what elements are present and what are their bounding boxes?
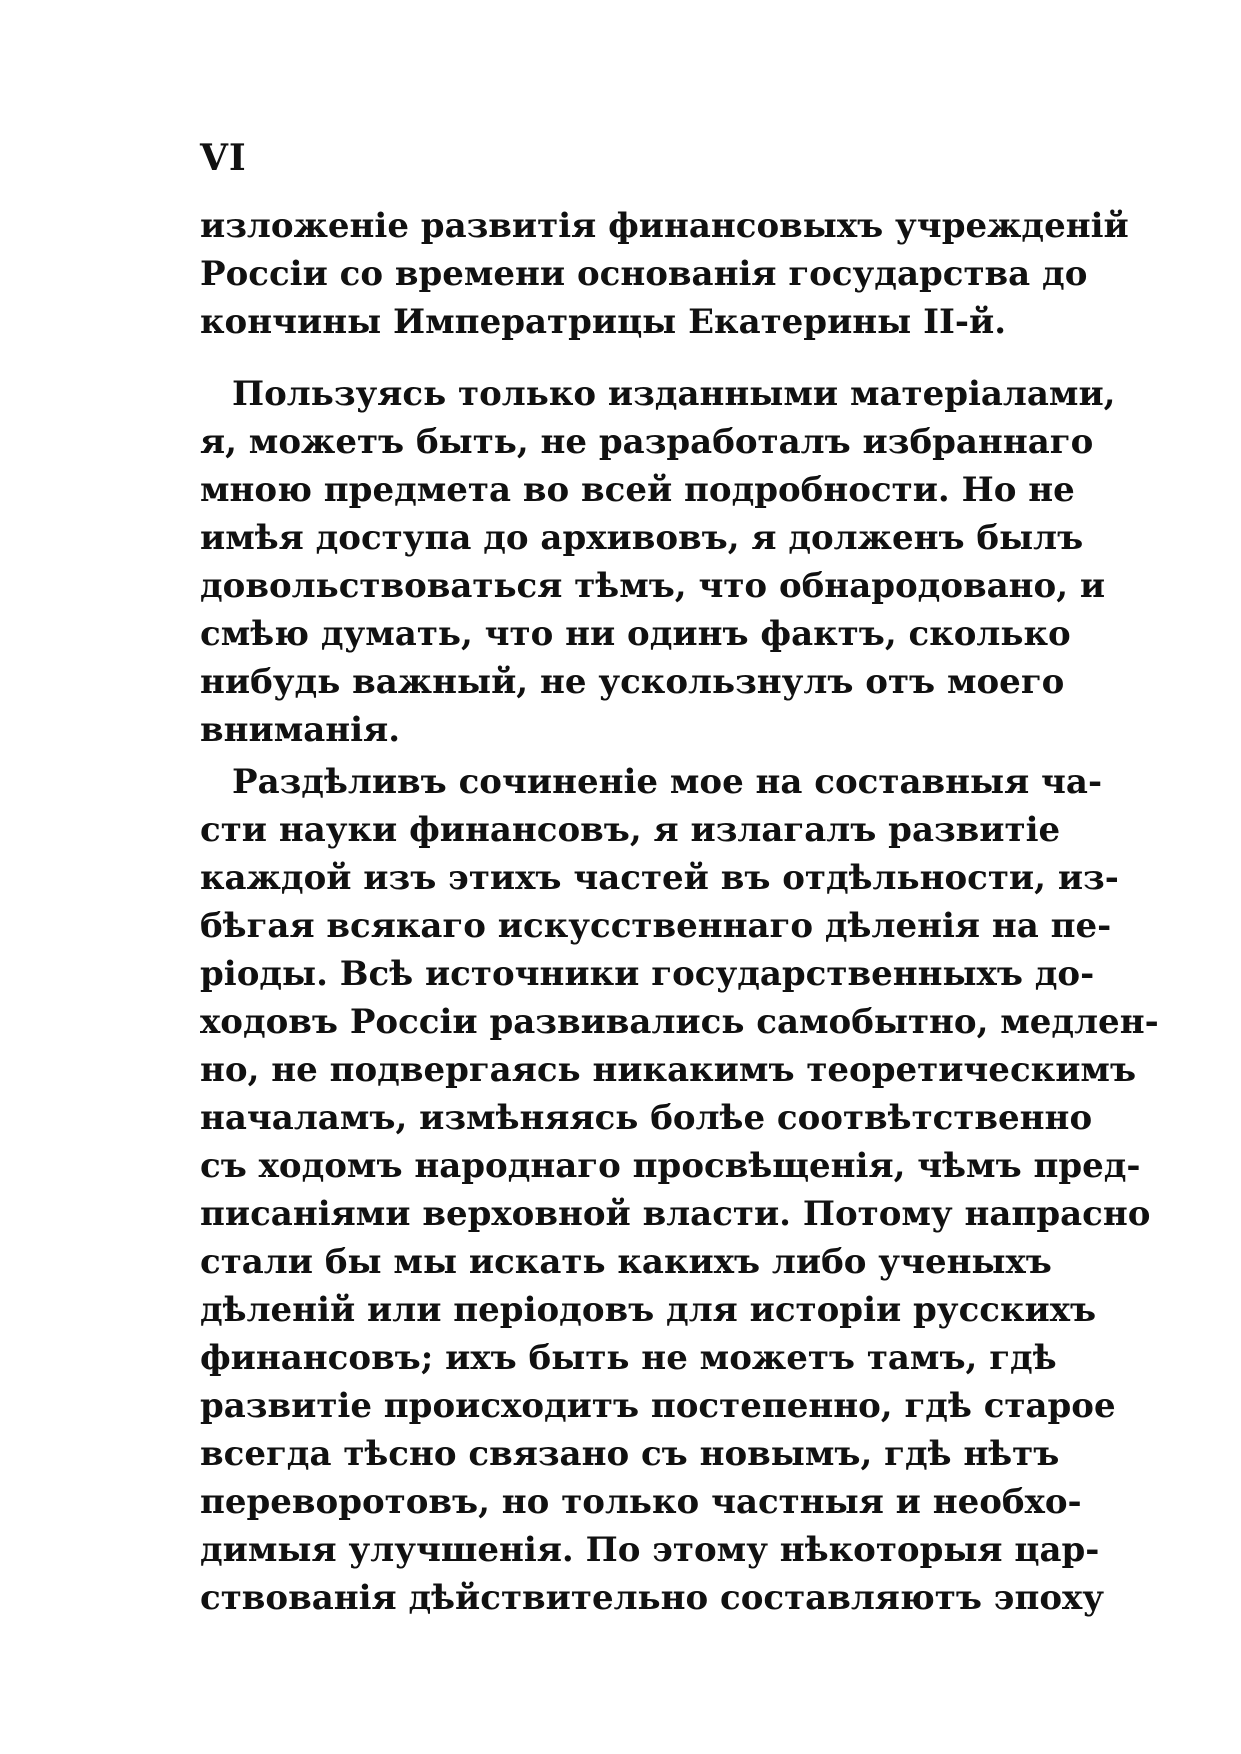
text-line: смѣю думать, что ни одинъ фактъ, сколько — [200, 614, 1071, 654]
paragraph-1 — [200, 202, 1129, 346]
text-line: съ ходомъ народнаго просвѣщенія, чѣмъ пред- — [200, 1146, 1141, 1186]
text-line: имѣя доступа до архивовъ, я долженъ былъ — [200, 518, 1084, 558]
text-line: Раздѣливъ сочиненіе мое на составныя ча- — [232, 762, 1103, 802]
text-line: Россіи со времени основанія государства до — [200, 254, 1088, 294]
text-line: писаніями верховной власти. Потому напрасно — [200, 1194, 1151, 1234]
text-line: вниманія. — [200, 710, 401, 750]
text-line: кончины Императрицы Екатерины II-й. — [200, 302, 1007, 342]
text-line: стали бы мы искать какихъ либо ученыхъ — [200, 1242, 1052, 1282]
text-line: финансовъ; ихъ быть не можетъ тамъ, гдѣ — [200, 1338, 1057, 1378]
text-line: переворотовъ, но только частныя и необхо- — [200, 1482, 1082, 1522]
text-line: мною предмета во всей подробности. Но не — [200, 470, 1075, 510]
text-line: бѣгая всякаго искусственнаго дѣленія на пе- — [200, 906, 1112, 946]
page-number: VI — [200, 137, 247, 179]
text-line: дѣленій или періодовъ для исторіи русскихъ — [200, 1290, 1097, 1330]
paragraph-3 — [200, 758, 1159, 1622]
text-line: но, не подвергаясь никакимъ теоретическимъ — [200, 1050, 1137, 1090]
text-line: каждой изъ этихъ частей въ отдѣльности, из- — [200, 858, 1119, 898]
text-line: развитіе происходитъ постепенно, гдѣ старое — [200, 1386, 1116, 1426]
text-line: нибудь важный, не ускользнулъ отъ моего — [200, 662, 1065, 702]
paragraph-2 — [200, 370, 1116, 754]
text-line: ствованія дѣйствительно составляютъ эпоху — [200, 1578, 1105, 1618]
text-line: началамъ, измѣняясь болѣе соотвѣтственно — [200, 1098, 1093, 1138]
text-line: я, можетъ быть, не разработалъ избраннаго — [200, 422, 1094, 462]
text-line: довольствоваться тѣмъ, что обнародовано, и — [200, 566, 1106, 606]
text-line: ходовъ Россіи развивались самобытно, медлен- — [200, 1002, 1159, 1042]
text-line: димыя улучшенія. По этому нѣкоторыя цар- — [200, 1530, 1100, 1570]
text-line: всегда тѣсно связано съ новымъ, гдѣ нѣтъ — [200, 1434, 1060, 1474]
text-line: ріоды. Всѣ источники государственныхъ до- — [200, 954, 1095, 994]
text-line: сти науки финансовъ, я излагалъ развитіе — [200, 810, 1061, 850]
text-line: Пользуясь только изданными матеріалами, — [232, 374, 1116, 414]
text-line: изложеніе развитія финансовыхъ учрежденій — [200, 206, 1129, 246]
